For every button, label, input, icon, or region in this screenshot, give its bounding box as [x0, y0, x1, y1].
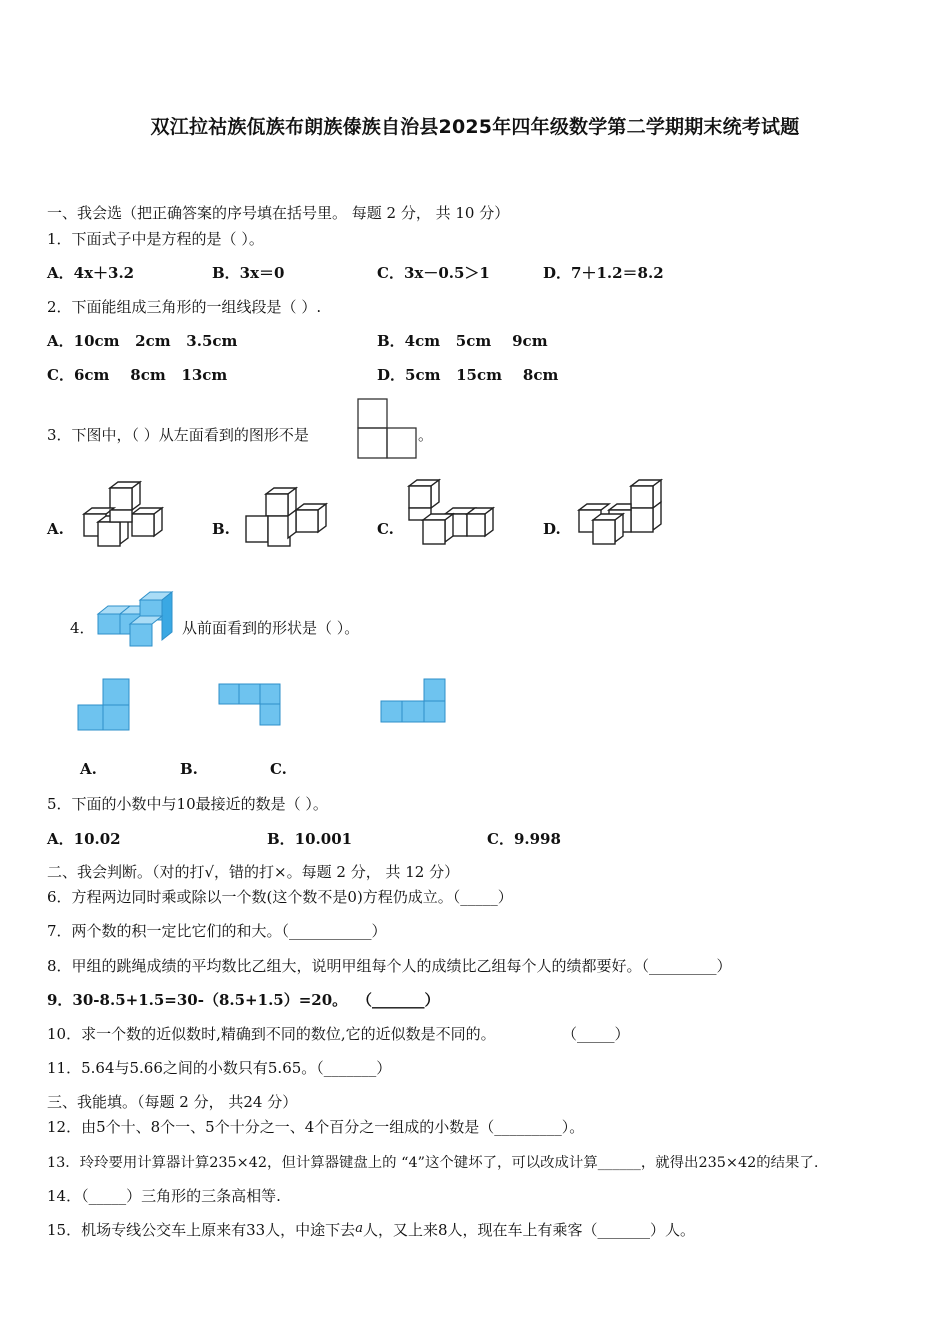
q1-option-c[interactable]: C．3x－0.5＞1	[377, 264, 490, 282]
q10-stem: 10．求一个数的近似数时,精确到不同的数位,它的近似数是不同的。	[47, 1025, 496, 1043]
q2-stem: 2．下面能组成三角形的一组线段是（ ）.	[47, 298, 322, 316]
q11: 11．5.64与5.66之间的小数只有5.65。（_______）	[47, 1059, 392, 1077]
q3-option-b[interactable]: B.	[212, 520, 230, 538]
q4-option-c[interactable]: C.	[270, 760, 287, 778]
q3-figure-b	[244, 486, 336, 552]
q6: 6．方程两边同时乘或除以一个数(这个数不是0)方程仍成立。（_____）	[47, 888, 513, 906]
q2-option-c[interactable]: C．6cm 8cm 13cm	[47, 366, 228, 384]
q4-solid-figure	[96, 590, 178, 650]
q1-option-a[interactable]: A．4x＋3.2	[47, 264, 135, 282]
q3-figure-c	[405, 478, 497, 550]
q12: 12．由5个十、8个一、5个十分之一、4个百分之一组成的小数是（_________）。	[47, 1118, 585, 1136]
q15-variable: a	[355, 1221, 363, 1236]
q4-figure-c	[380, 678, 448, 724]
q1-stem: 1．下面式子中是方程的是（ ）。	[47, 230, 264, 248]
q2-option-d[interactable]: D．5cm 15cm 8cm	[377, 366, 559, 384]
q3-option-d[interactable]: D.	[543, 520, 561, 538]
q1-option-d[interactable]: D．7＋1.2＝8.2	[543, 264, 664, 282]
q5-stem: 5．下面的小数中与10最接近的数是（ ）。	[47, 795, 328, 813]
q3-figure-d	[575, 478, 667, 550]
q5-option-a[interactable]: A．10.02	[47, 830, 121, 848]
section-3-heading: 三、我能填。（每题 2 分， 共24 分）	[47, 1093, 298, 1111]
q3-stem-tail: 。	[418, 426, 434, 444]
q10-answer-blank[interactable]: （_____）	[562, 1025, 630, 1043]
q13: 13．玲玲要用计算器计算235×42，但计算器键盘上的 “4”这个键坏了，可以改成计算______，就得出235×42的结果了.	[47, 1155, 819, 1171]
q3-option-a[interactable]: A.	[47, 520, 64, 538]
q4-number: 4．	[70, 619, 95, 637]
q15-part-2: 人，又上来8人，现在车上有乘客（_______）人。	[362, 1221, 695, 1239]
q14: 14．（_____）三角形的三条高相等.	[47, 1187, 281, 1205]
q3-figure-a	[80, 480, 170, 552]
q5-option-c[interactable]: C．9.998	[487, 830, 561, 848]
q1-option-b[interactable]: B．3x＝0	[212, 264, 285, 282]
q3-left-view-figure	[357, 398, 417, 460]
section-2-heading: 二、我会判断。（对的打√，错的打×。每题 2 分， 共 12 分）	[47, 863, 460, 881]
q5-option-b[interactable]: B．10.001	[267, 830, 353, 848]
q4-figure-a	[77, 678, 131, 732]
q2-option-a[interactable]: A．10cm 2cm 3.5cm	[47, 332, 238, 350]
section-1-heading: 一、我会选（把正确答案的序号填在括号里。 每题 2 分， 共 10 分）	[47, 204, 510, 222]
q4-stem: 从前面看到的形状是（ ）。	[182, 619, 360, 637]
q15-stem	[47, 1219, 695, 1240]
q9-stem: 9．30-8.5+1.5=30-（8.5+1.5）=20。	[47, 991, 348, 1009]
q4-option-b[interactable]: B.	[180, 760, 198, 778]
q8: 8．甲组的跳绳成绩的平均数比乙组大，说明甲组每个人的成绩比乙组每个人的绩都要好。（_________）	[47, 957, 732, 975]
q4-option-a[interactable]: A.	[80, 760, 97, 778]
q9-answer-blank[interactable]: （_______）	[357, 991, 440, 1009]
q2-option-b[interactable]: B．4cm 5cm 9cm	[377, 332, 548, 350]
q7: 7．两个数的积一定比它们的和大。（___________）	[47, 922, 387, 940]
q4-figure-b	[218, 683, 282, 727]
page-title: 双江拉祜族佤族布朗族傣族自治县2025年四年级数学第二学期期末统考试题	[150, 116, 800, 138]
q3-stem: 3．下图中，（ ）从左面看到的图形不是	[47, 426, 309, 444]
q3-option-c[interactable]: C.	[377, 520, 394, 538]
q15-part-1: 15．机场专线公交车上原来有33人，中途下去	[47, 1221, 356, 1239]
